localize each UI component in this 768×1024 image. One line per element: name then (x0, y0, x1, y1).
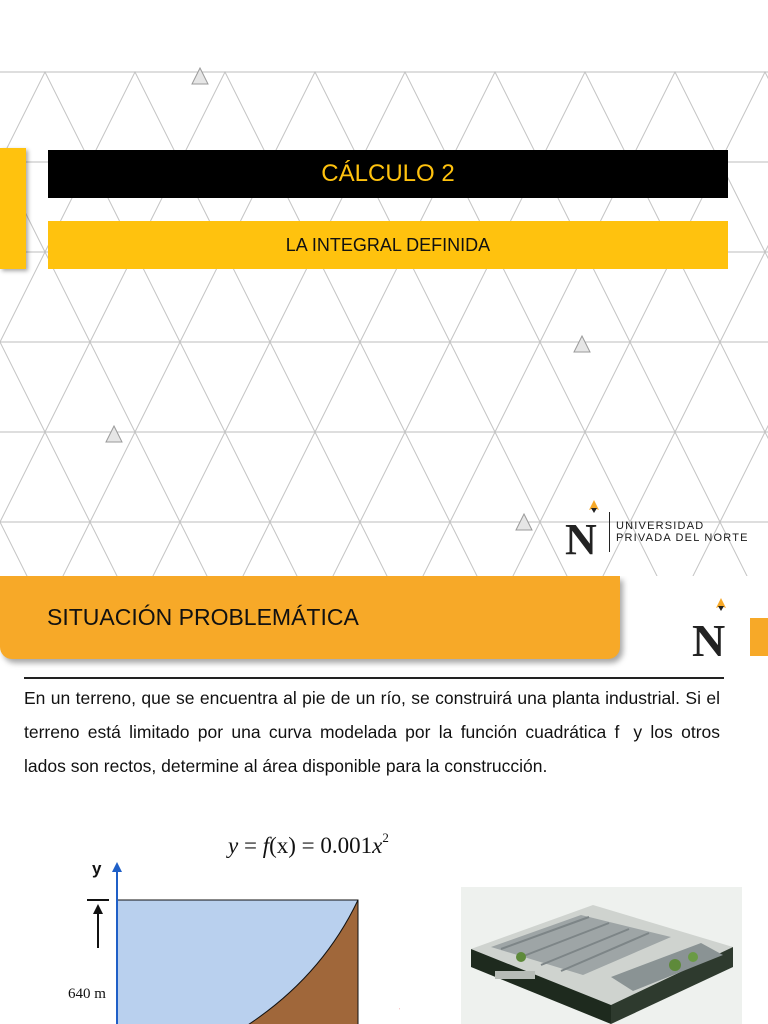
university-logo (563, 500, 749, 556)
formula-equals-2: = (301, 833, 315, 858)
height-label: 640 m (68, 986, 106, 1002)
section-title: SITUACIÓN PROBLEMÁTICA (47, 604, 359, 630)
y-axis-label: y (92, 860, 102, 878)
formula-x: x (372, 833, 383, 858)
formula-f: f (262, 833, 270, 858)
formula-coefficient: 0.001 (320, 833, 373, 858)
formula-y: y (228, 833, 239, 858)
terrain-graph (60, 860, 400, 1024)
svg-text:N: N (565, 515, 597, 556)
left-accent-tab (0, 148, 26, 269)
section-header (0, 576, 620, 659)
n-logo-icon (563, 500, 603, 556)
logo-line-2: PRIVADA DEL NORTE (616, 532, 749, 544)
quadratic-formula (228, 830, 389, 859)
problem-text-part1: En un terreno, que se encuentra al pie de un río, se construirá una planta industrial. Si el terreno está limitado por una curva modelada por la función cuadrática f (24, 688, 720, 742)
formula-equals-1: = (243, 833, 257, 858)
problem-text-part2: y los otros lados son rectos, determine al área disponible para la construcción. (24, 722, 721, 776)
logo-line-1: UNIVERSIDAD (616, 520, 705, 532)
svg-text:N: N (692, 615, 726, 658)
y-axis-arrow-icon (112, 862, 122, 872)
formula-exponent: 2 (382, 830, 389, 845)
topic-bar (48, 221, 728, 269)
n-logo-icon (690, 598, 730, 658)
formula-paren: (x) (269, 833, 296, 858)
problem-slide (0, 576, 768, 1024)
header-rule (24, 677, 724, 679)
logo-wordmark (616, 520, 749, 544)
right-accent-tab (750, 618, 768, 656)
course-title: CÁLCULO 2 (321, 160, 455, 187)
problem-statement (24, 681, 720, 783)
course-title-bar (48, 150, 728, 198)
logo-divider (609, 512, 610, 552)
industrial-plant-photo (461, 887, 742, 1024)
height-arrow-icon (93, 904, 103, 914)
topic-title: LA INTEGRAL DEFINIDA (285, 234, 491, 255)
